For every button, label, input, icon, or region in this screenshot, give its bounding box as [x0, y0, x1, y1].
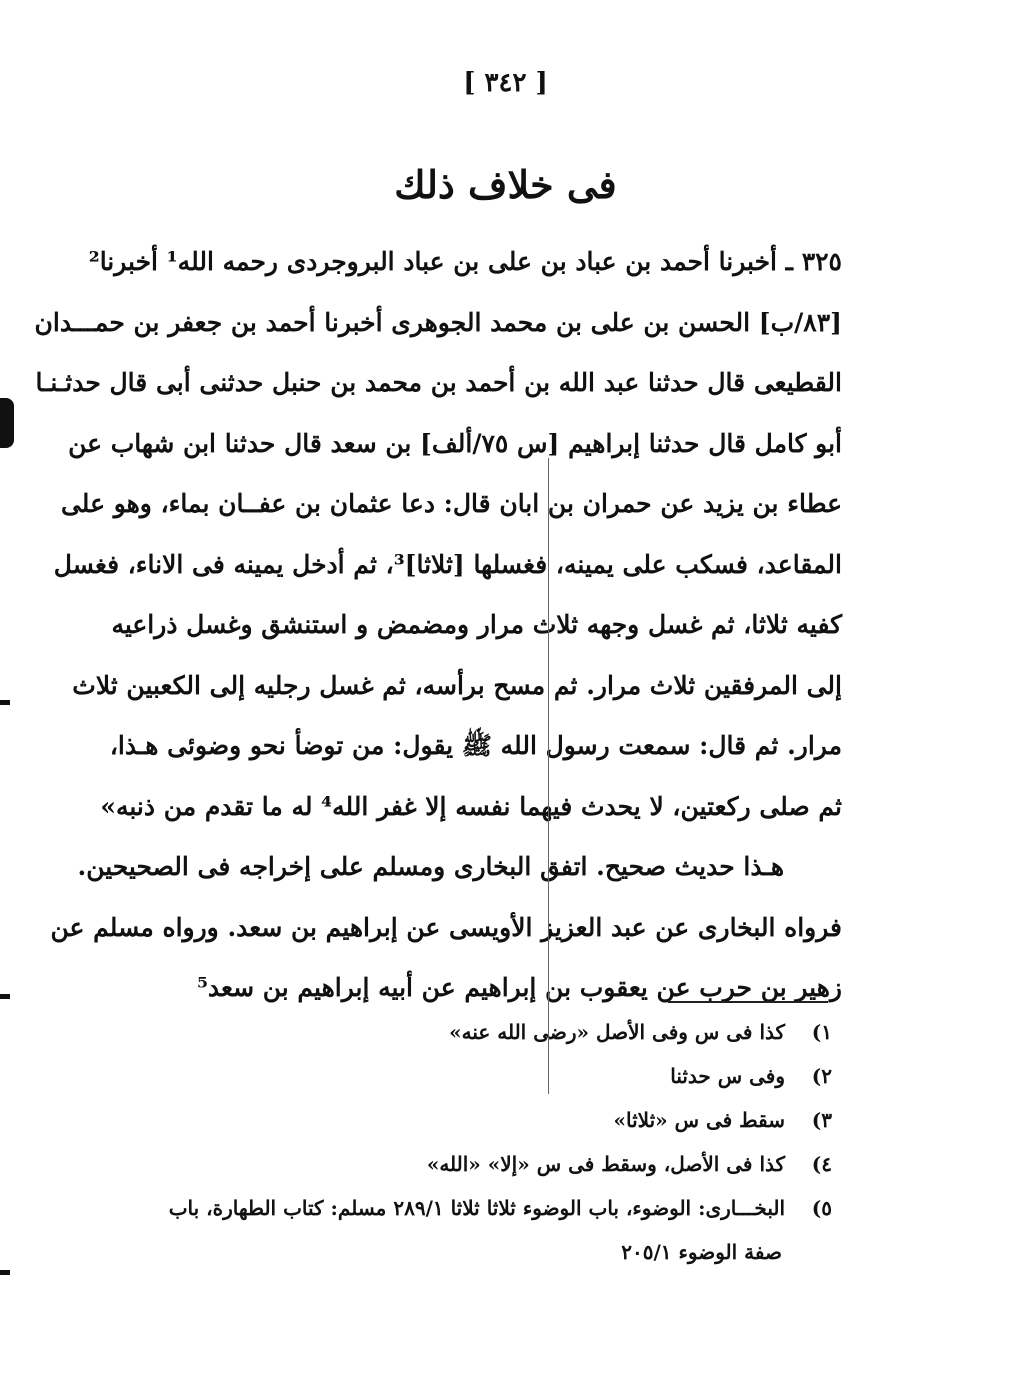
footnote: [120, 1010, 842, 1054]
footnote-divider: [668, 1001, 828, 1003]
body-line: زهير بن حرب عن يعقوب بن إبراهيم عن أبيه إبراهيم بن سعد⁵: [196, 973, 842, 1002]
footnote-number: ٢): [811, 1064, 832, 1088]
footnote-continuation: صفة الوضوء ٢٠٥/١: [621, 1240, 782, 1264]
footnote-number: ٤): [811, 1152, 832, 1176]
scan-edge-mark: [0, 398, 14, 448]
footnote: [120, 1142, 842, 1186]
scan-binding-line: [548, 458, 549, 1094]
footnote-number: ٣): [811, 1108, 832, 1132]
footnote-text: وفى س حدثنا: [670, 1064, 786, 1088]
footnote-number: ٥): [811, 1196, 832, 1220]
body-line: ثم صلى ركعتين، لا يحدث فيهما نفسه إلا غفر الله⁴ له ما تقدم من ذنبه»: [100, 791, 842, 821]
footnote: [120, 1098, 842, 1142]
body-line: ٣٢٥ ـ أخبرنا أحمد بن عباد بن على بن عباد البروجردى رحمه الله¹ أخبرنا²: [88, 247, 842, 276]
footnote-text: كذا فى الأصل، وسقط فى س «إلا» «الله»: [426, 1152, 786, 1176]
scan-edge-mark: [0, 700, 10, 705]
page-number: [ ٣٤٢ ]: [463, 68, 548, 98]
footnote-text: البخـــارى: الوضوء، باب الوضوء ثلاثا ثلاثا ٢٨٩/١ مسلم: كتاب الطهارة، باب: [168, 1196, 786, 1220]
scan-edge-mark: [0, 1270, 10, 1275]
body-line: مرار. ثم قال: سمعت رسول الله ﷺ يقول: من توضأ نحو وضوئى هـذا،: [109, 731, 842, 760]
body-line: إلى المرفقين ثلاث مرار. ثم مسح برأسه، ثم غسل رجليه إلى الكعبين ثلاث: [72, 670, 842, 700]
footnote-number: ١): [811, 1020, 832, 1044]
chapter-title: فى خلاف ذلك: [394, 162, 617, 207]
footnote-text: سقط فى س «ثلاثا»: [613, 1108, 786, 1132]
footnote: [120, 1186, 842, 1230]
body-line: كفيه ثلاثا، ثم غسل وجهه ثلاث مرار ومضمض و استنشق وغسل ذراعيه: [111, 610, 842, 639]
body-line: المقاعد، فسكب على يمينه، فغسلها [ثلاثا]³، ثم أدخل يمينه فى الاناء، فغسل: [53, 549, 842, 579]
body-line: أبو كامل قال حدثنا إبراهيم [س ٧٥/ألف] بن سعد قال حدثنا ابن شهاب عن: [68, 428, 842, 458]
body-line: القطيعى قال حدثنا عبد الله بن أحمد بن محمد بن حنبل حدثنى أبى قال حدثـنـا: [35, 368, 842, 397]
body-line: هـذا حديث صحيح. اتفق البخارى ومسلم على إخراجه فى الصحيحين.: [77, 852, 784, 881]
body-line: فرواه البخارى عن عبد العزيز الأويسى عن إبراهيم بن سعد. ورواه مسلم عن: [50, 912, 842, 942]
body-line: [٨٣/ب] الحسن بن على بن محمد الجوهرى أخبرنا أحمد بن جعفر بن حمـــدان: [34, 307, 842, 337]
footnote-text: كذا فى س وفى الأصل «رضى الله عنه»: [449, 1020, 786, 1044]
body-text: [34, 232, 842, 1019]
footnote: [120, 1054, 842, 1098]
scan-edge-mark: [0, 994, 10, 999]
footnotes: [120, 1010, 842, 1274]
body-line: عطاء بن يزيد عن حمران بن ابان قال: دعا عثمان بن عفــان بماء، وهو على: [60, 489, 842, 518]
